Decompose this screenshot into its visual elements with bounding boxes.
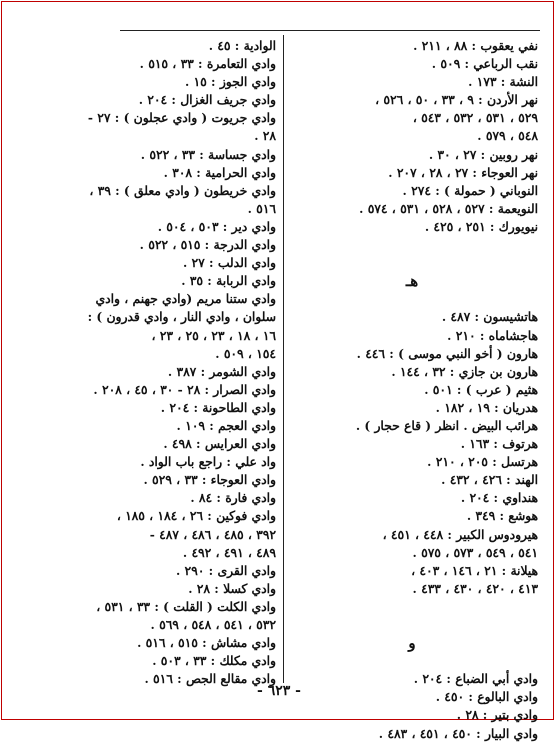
index-entry: ٢٨ . bbox=[254, 128, 276, 144]
blank-line bbox=[286, 290, 538, 308]
index-entry: وادي العوجاء : ٣٣ ، ٥٢٩ . bbox=[143, 472, 276, 488]
index-entry: وادي فوكين : ٢٦ ، ١٨٤ ، ١٨٥ ، bbox=[116, 508, 276, 524]
index-entry: ١٦ ، ١٨ ، ٢٣ ، ٢٥ ، ٢٣ ، bbox=[151, 327, 276, 343]
index-entry: النويعمة : ٥٢٧ ، ٥٢٨ ، ٥٣١ ، ٥٧٤ . bbox=[359, 200, 538, 216]
index-entry: هارون ( أخو النبي موسى ) : ٤٤٦ . bbox=[356, 345, 538, 361]
index-entry: هوشع : ٣٤٩ . bbox=[466, 508, 538, 524]
index-entry: هرتسل : ٢٠٥ ، ٢١٠ . bbox=[427, 454, 538, 470]
index-entry: هارون بن جازي : ٣٢ ، ١٤٤ . bbox=[391, 363, 538, 379]
index-entry: النوباني ( حمولة ) : ٢٧٤ . bbox=[402, 182, 538, 198]
index-entry: وادي البيار : ٤٥٠ ، ٤٥١ ، ٤٨٣ . bbox=[378, 725, 538, 741]
index-entry: ٥٢٩ ، ٥٣١ ، ٥٣٢ ، ٥٤٣ ، bbox=[412, 110, 538, 126]
index-entry: الهند : ٤٢٦ ، ٤٣٢ . bbox=[441, 472, 538, 488]
index-entry: وادي جريف الغزال : ٢٠٤ . bbox=[138, 92, 276, 108]
index-entry: هرتوف : ١٦٣ . bbox=[460, 436, 538, 452]
section-letter-heading: هـ bbox=[405, 272, 419, 291]
index-entry: وادي فارة : ٨٤ . bbox=[190, 490, 276, 506]
index-entry: وادي مشاش : ٥١٥ ، ٥١٦ . bbox=[137, 635, 276, 651]
index-entry: هيلانة : ٢١ ، ١٤٦ ، ٤٠٣ ، bbox=[411, 562, 538, 578]
index-entry: ٣٩٢ ، ٤٨٥ ، ٤٨٦ ، ٤٨٧ - bbox=[149, 526, 276, 542]
index-entry: وادي أبي الضباع : ٢٠٤ . bbox=[413, 671, 538, 687]
blank-line bbox=[286, 652, 538, 670]
index-column-right bbox=[286, 37, 538, 743]
index-entry: ٥٣٢ ، ٥٤١ ، ٥٤٨ ، ٥٦٩ . bbox=[150, 617, 276, 632]
index-entry: وادي الدرجة : ٥١٥ ، ٥٢٢ . bbox=[139, 237, 276, 253]
index-entry: وادي القرى : ٢٩٠ . bbox=[175, 562, 276, 578]
index-entry: وادي الدلب : ٢٧ . bbox=[182, 255, 276, 271]
index-entry: نفي يعقوب : ٨٨ ، ٢١١ . bbox=[413, 38, 538, 53]
index-entry: واد علي : راجع باب الواد . bbox=[140, 454, 276, 470]
index-entry: ٥٤٨ ، ٥٧٩ . bbox=[477, 128, 538, 144]
index-entry: هدريان : ١٩ ، ١٨٢ . bbox=[435, 399, 538, 415]
index-entry: وادي الكلت ( القلت ) : ٣٣ ، ٥٣١ ، bbox=[96, 598, 276, 614]
index-entry: وادي جساسة : ٣٣ ، ٥٢٢ . bbox=[140, 146, 276, 162]
index-entry: نهر روبين : ٢٧ ، ٣٠ . bbox=[428, 146, 538, 162]
section-letter-heading: و bbox=[408, 634, 416, 653]
index-entry: النشة : ١٧٣ . bbox=[468, 74, 538, 90]
index-entry: وادي التعامرة : ٣٣ ، ٥١٥ . bbox=[139, 56, 276, 72]
index-entry: وادي الشومر : ٣٨٧ . bbox=[167, 363, 276, 379]
page-number: - ٦٢٣ - bbox=[257, 683, 301, 699]
index-entry: ٤١٣ ، ٤٢٠ ، ٤٣٠ ، ٤٣٣ . bbox=[412, 580, 538, 596]
index-entry: ٥٤١ ، ٥٤٩ ، ٥٧٣ ، ٥٧٥ . bbox=[412, 544, 538, 560]
index-entry: نقب الرباعي : ٥٠٩ . bbox=[431, 56, 538, 72]
blank-line bbox=[286, 598, 538, 616]
index-entry: نيويورك : ٢٥١ ، ٤٢٥ . bbox=[424, 218, 538, 234]
index-entry: وادي جريوت ( وادي عجلون ) : ٢٧ - bbox=[87, 110, 276, 126]
index-entry: الوادية : ٤٥ . bbox=[208, 38, 276, 53]
index-entry: وادي الصرار : ٢٨ - ٣٠ ، ٤٥ ، ٢٠٨ . bbox=[93, 381, 276, 397]
index-entry: ٥١٦ . bbox=[247, 200, 276, 216]
blank-line bbox=[286, 254, 538, 272]
index-entry: وادي كسلا : ٢٨ . bbox=[188, 580, 276, 596]
index-entry: وادي دير : ٥٠٣ ، ٥٠٤ . bbox=[157, 218, 276, 234]
index-entry: وادي مكلك : ٣٣ ، ٥٠٣ . bbox=[152, 653, 276, 669]
index-entry: وادي بتير : ٢٨ . bbox=[456, 707, 538, 723]
index-entry: وادي الطاحونة : ٢٠٤ . bbox=[160, 399, 276, 415]
index-entry: وادي العجم : ١٠٩ . bbox=[176, 417, 276, 433]
index-entry: وادي الربابة : ٣٥ . bbox=[181, 273, 276, 289]
index-entry: وادي الحرامية : ٣٠٨ . bbox=[163, 164, 276, 180]
index-entry: هثيم ( عرب ) : ٥٠١ . bbox=[424, 381, 538, 397]
index-entry: وادي البالوع : ٤٥٠ . bbox=[435, 689, 538, 705]
index-entry: ٤٨٩ ، ٤٩١ ، ٤٩٢ . bbox=[182, 544, 276, 560]
header-rule bbox=[120, 30, 540, 31]
index-entry: وادي العرايس : ٤٩٨ . bbox=[163, 436, 276, 452]
index-entry: هاتشيسون : ٤٨٧ . bbox=[441, 309, 538, 325]
index-entry: ١٥٤ ، ٥٠٩ . bbox=[215, 345, 276, 361]
index-entry: وادي ستنا مريم (وادي جهنم ، وادي bbox=[95, 291, 276, 307]
index-entry: وادي مقالع الجص : ٥١٦ . bbox=[144, 671, 276, 687]
blank-line bbox=[286, 236, 538, 254]
index-entry: هاجشاماه : ٢١٠ . bbox=[447, 327, 538, 343]
index-entry: سلوان ، وادي النار ، وادي قدرون ) : bbox=[87, 309, 276, 325]
index-entry: نهر الأردن : ٩ ، ٣٣ ، ٥٠ ، ٥٢٦ ، bbox=[375, 92, 538, 108]
index-entry: وادي خريطون ( وادي معلق ) : ٣٩ ، bbox=[89, 182, 276, 198]
index-entry: هيرودوس الكبير : ٤٤٨ ، ٤٥١ ، bbox=[382, 526, 538, 542]
blank-line bbox=[286, 616, 538, 634]
index-entry: وادي الجوز : ١٥ . bbox=[184, 74, 276, 90]
column-divider bbox=[283, 35, 284, 683]
index-column-left bbox=[22, 37, 276, 688]
index-entry: هرائب البيض . انظر ( قاع حجار ) . bbox=[355, 417, 538, 433]
index-entry: نهر العوجاء : ٢٧ ، ٢٨ ، ٢٠٧ . bbox=[388, 164, 538, 180]
index-entry: هنداوي : ٢٠٤ . bbox=[460, 490, 538, 506]
